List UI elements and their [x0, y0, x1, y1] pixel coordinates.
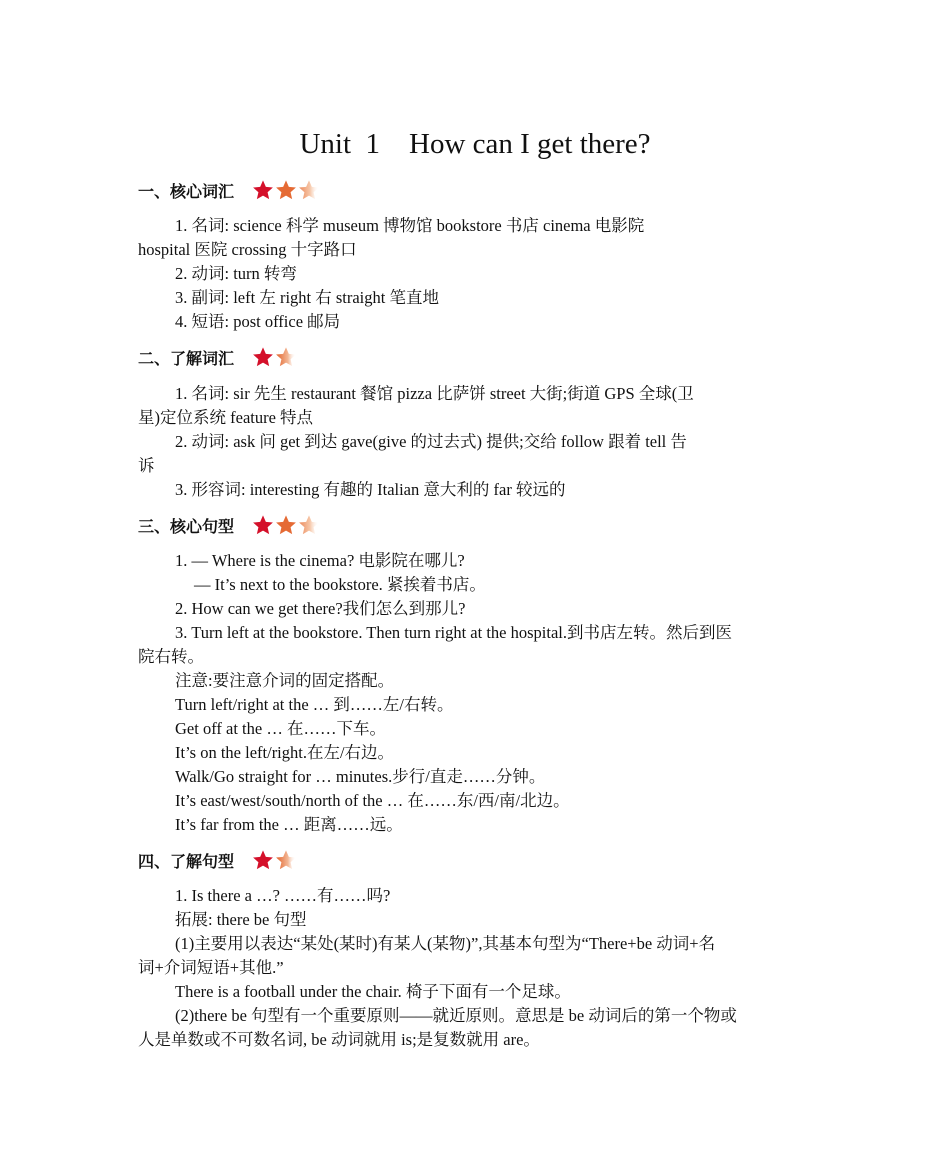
text-line: 星)定位系统 feature 特点	[138, 408, 314, 427]
text-line: 诉	[138, 456, 155, 475]
text-line: — It’s next to the bookstore. 紧挨着书店。	[194, 575, 486, 594]
text-line: 词+介词短语+其他.”	[138, 958, 284, 977]
text-line: There is a football under the chair. 椅子下面有一个足球。	[175, 982, 571, 1001]
page-title: Unit 1 How can I get there?	[299, 128, 651, 160]
importance-stars	[252, 514, 320, 536]
text-line: Turn left/right at the … 到……左/右转。	[175, 695, 454, 714]
text-line: 1. 名词: sir 先生 restaurant 餐馆 pizza 比萨饼 street 大街;街道 GPS 全球(卫	[175, 384, 694, 403]
text-line: hospital 医院 crossing 十字路口	[138, 240, 357, 259]
star-half-icon	[298, 179, 320, 201]
section-heading-extra-sentences	[138, 846, 297, 874]
text-line: 拓展: there be 句型	[175, 910, 307, 929]
star-full-icon	[275, 179, 297, 201]
text-line: It’s on the left/right.在左/右边。	[175, 743, 395, 762]
text-line: 2. 动词: turn 转弯	[175, 264, 297, 283]
text-line: 1. — Where is the cinema? 电影院在哪儿?	[175, 551, 465, 570]
section-heading-text: 一、核心词汇	[138, 181, 235, 201]
star-half-icon	[275, 346, 297, 368]
star-half-icon	[298, 514, 320, 536]
text-line: (1)主要用以表达“某处(某时)有某人(某物)”,其基本句型为“There+be 动词+名	[175, 934, 716, 953]
text-line: 2. How can we get there?我们怎么到那儿?	[175, 599, 466, 618]
importance-stars	[252, 346, 297, 368]
text-line: 2. 动词: ask 问 get 到达 gave(give 的过去式) 提供;交给 follow 跟着 tell 告	[175, 432, 687, 451]
importance-stars	[252, 179, 320, 201]
star-full-icon	[252, 514, 274, 536]
text-line: 注意:要注意介词的固定搭配。	[175, 671, 395, 690]
importance-stars	[252, 849, 297, 871]
text-line: (2)there be 句型有一个重要原则——就近原则。意思是 be 动词后的第一个物或	[175, 1006, 737, 1025]
text-line: 4. 短语: post office 邮局	[175, 312, 341, 331]
section-heading-extra-vocab	[138, 343, 297, 371]
text-line: 3. 形容词: interesting 有趣的 Italian 意大利的 far 较远的	[175, 480, 566, 499]
text-line: It’s east/west/south/north of the … 在……东/西/南/北边。	[175, 791, 570, 810]
section-heading-text: 三、核心句型	[138, 516, 235, 536]
section-heading-core-vocab	[138, 176, 320, 204]
section-heading-text: 二、了解词汇	[138, 348, 235, 368]
text-line: Get off at the … 在……下车。	[175, 719, 386, 738]
text-line: 人是单数或不可数名词, be 动词就用 is;是复数就用 are。	[138, 1030, 540, 1049]
text-line: 3. Turn left at the bookstore. Then turn right at the hospital.到书店左转。然后到医	[175, 623, 732, 642]
text-line: It’s far from the … 距离……远。	[175, 815, 403, 834]
text-line: 1. 名词: science 科学 museum 博物馆 bookstore 书店 cinema 电影院	[175, 216, 645, 235]
star-half-icon	[275, 849, 297, 871]
section-heading-text: 四、了解句型	[138, 851, 235, 871]
star-full-icon	[252, 849, 274, 871]
text-line: 1. Is there a …? ……有……吗?	[175, 886, 391, 905]
star-full-icon	[275, 514, 297, 536]
text-line: 3. 副词: left 左 right 右 straight 笔直地	[175, 288, 439, 307]
text-line: 院右转。	[138, 647, 204, 666]
star-full-icon	[252, 346, 274, 368]
section-heading-core-sentences	[138, 511, 320, 539]
text-line: Walk/Go straight for … minutes.步行/直走……分钟。	[175, 767, 546, 786]
star-full-icon	[252, 179, 274, 201]
